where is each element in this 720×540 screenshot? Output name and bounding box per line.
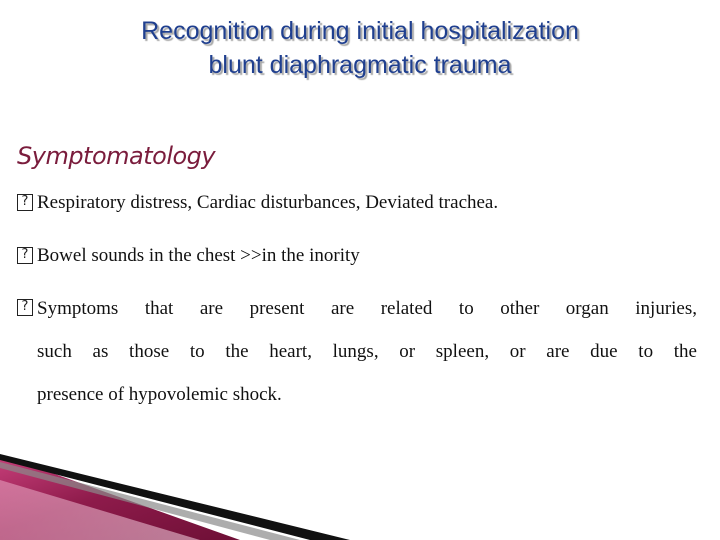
slide-title <box>0 14 720 82</box>
bullet-list <box>17 184 697 416</box>
missing-glyph-icon: ? <box>17 194 33 211</box>
bullet-text-line: such as those to the heart, lungs, or spleen, or are due to the <box>37 341 697 362</box>
bullet-text: Bowel sounds in the chest >>in the inority <box>37 245 360 266</box>
missing-glyph-icon: ? <box>17 247 33 264</box>
bullet-item <box>17 184 697 222</box>
slide-title-line-1: Recognition during initial hospitalization <box>141 17 579 45</box>
section-heading: Symptomatology <box>17 142 216 170</box>
bullet-text: Respiratory distress, Cardiac disturbances, Deviated trachea. <box>37 192 499 213</box>
missing-glyph-icon: ? <box>17 299 33 316</box>
bullet-text-line: presence of hypovolemic shock. <box>37 384 282 405</box>
decorative-corner-graphic <box>0 440 720 540</box>
bullet-item <box>17 287 697 416</box>
slide-title-line-2: blunt diaphragmatic trauma <box>208 51 512 79</box>
bullet-item <box>17 237 697 275</box>
bullet-text-line: Symptoms that are present are related to other organ injuries, <box>37 298 697 319</box>
